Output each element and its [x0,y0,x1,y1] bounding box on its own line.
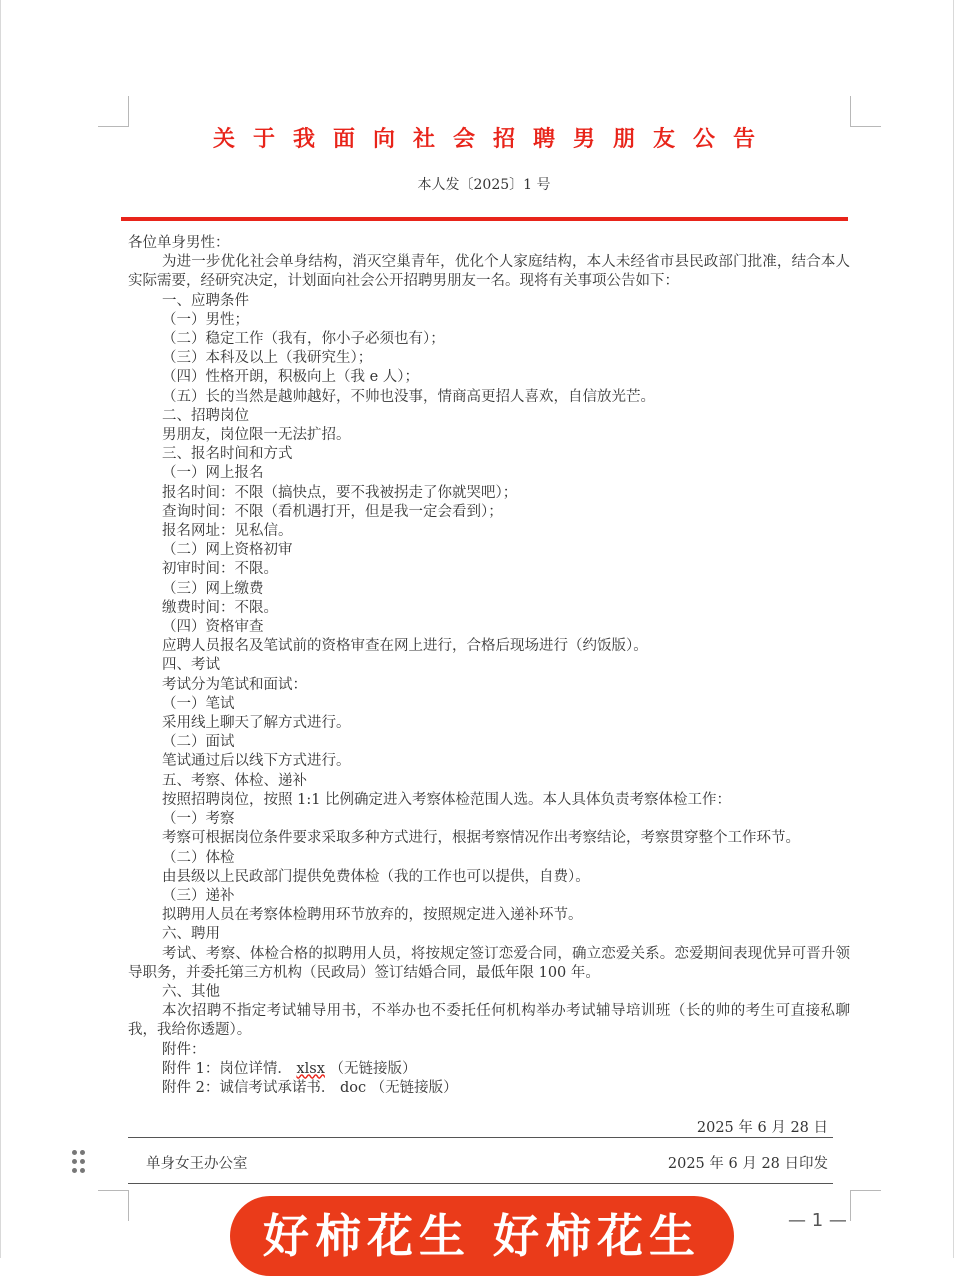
section-heading[interactable]: 四、考试 [162,657,220,674]
body-paragraph[interactable]: 考试、考察、体检合格的拟聘用人员，将按规定签订恋爱合同，确立恋爱关系。恋爱期间表现优异可晋升领导职务，并委托第三方机构（民政局）签订结婚合同，最低年限 100 年。 [128,945,850,981]
body-line[interactable]: （五）长的当然是越帅越好，不帅也没事，情商高更招人喜欢，自信放光芒。 [162,388,655,405]
body-line[interactable]: （二）体检 [162,849,235,866]
attachment-note: （无链接版） [329,1060,417,1077]
section-heading[interactable]: 六、其他 [162,983,220,1000]
body-line[interactable]: （三）网上缴费 [162,580,264,597]
body-line[interactable]: （一）笔试 [162,695,235,712]
body-line[interactable]: （一）网上报名 [162,465,264,482]
body-line[interactable]: 查询时间：不限（看机遇打开，但是我一定会看到）； [162,503,503,520]
body-line[interactable]: （二）稳定工作（我有，你小子必须也有）； [162,331,445,348]
issuing-office[interactable]: 单身女王办公室 [146,1156,248,1172]
section-heading[interactable]: 一、应聘条件 [162,292,249,309]
document-title[interactable]: 关于我面向社会招聘男朋友公告 [212,126,773,152]
body-line[interactable]: （二）面试 [162,734,235,751]
body-line[interactable]: 男朋友，岗位限一无法扩招。 [162,427,351,444]
body-line[interactable]: 初审时间：不限。 [162,561,278,578]
banner-text: 好柿花生 好柿花生 [262,1209,701,1263]
body-line[interactable]: （四）性格开朗，积极向上（我 e 人）； [162,369,420,386]
attachment-line[interactable] [128,1060,850,1079]
body-line[interactable]: （一）男性； [162,311,249,328]
body-line[interactable]: 考试分为笔试和面试： [162,676,307,693]
body-line[interactable]: （三）递补 [162,887,235,904]
attachment-file-ext[interactable]: xlsx [296,1060,325,1077]
attachment-label: 附件 1：岗位详情． [162,1060,292,1077]
watermark-banner [230,1196,734,1276]
section-heading[interactable]: 三、报名时间和方式 [162,446,293,463]
signature-date[interactable]: 2025 年 6 月 28 日 [696,1120,828,1136]
attachment-line[interactable]: 附件 2：诚信考试承诺书． doc （无链接版） [162,1079,458,1096]
body-line[interactable]: 应聘人员报名及笔试前的资格审查在网上进行，合格后现场进行（约饭版）。 [162,638,648,655]
document-body[interactable] [128,234,850,1098]
body-line[interactable]: 笔试通过后以线下方式进行。 [162,753,351,770]
document-number[interactable]: 本人发〔2025〕1 号 [417,177,551,193]
section-heading[interactable]: 六、聘用 [162,926,220,943]
body-line[interactable]: 拟聘用人员在考察体检聘用环节放弃的，按照规定进入递补环节。 [162,907,583,924]
body-line[interactable]: （四）资格审查 [162,619,264,636]
margin-corner-mark [850,1190,881,1221]
body-line[interactable]: （二）网上资格初审 [162,542,293,559]
body-line[interactable]: 报名时间：不限（搞快点，要不我被拐走了你就哭吧）； [162,484,518,501]
body-paragraph[interactable]: 为进一步优化社会单身结构，消灭空巢青年，优化个人家庭结构，本人未经省市县民政部门批准，结合本人实际需要，经研究决定，计划面向社会公开招聘男朋友一名。现将有关事项公告如下： [128,254,850,290]
margin-corner-mark [850,96,881,127]
page-number: — 1 — [788,1210,847,1231]
body-line[interactable]: 由县级以上民政部门提供免费体检（我的工作也可以提供，自费）。 [162,868,590,885]
body-line[interactable]: （一）考察 [162,811,235,828]
drag-handle-icon[interactable] [72,1150,86,1174]
red-header-rule [121,217,848,221]
body-line[interactable]: 按照招聘岗位，按照 1:1 比例确定进入考察体检范围人选。本人具体负责考察体检工作： [162,791,732,808]
body-paragraph[interactable]: 本次招聘不指定考试辅导用书，不举办也不委托任何机构举办考试辅导培训班（长的帅的考生可直接私聊我，我给你透题）。 [128,1003,850,1039]
body-line[interactable]: 附件： [162,1041,206,1058]
section-heading[interactable]: 五、考察、体检、递补 [162,772,307,789]
body-line[interactable]: 采用线上聊天了解方式进行。 [162,715,351,732]
section-heading[interactable]: 二、招聘岗位 [162,407,249,424]
body-line[interactable]: （三）本科及以上（我研究生）； [162,350,373,367]
body-line[interactable]: 报名网址：见私信。 [162,523,293,540]
footer-rule [128,1137,833,1138]
footer-rule [128,1183,833,1184]
margin-corner-mark [98,1190,129,1221]
body-line[interactable]: 各位单身男性： [128,235,230,251]
body-paragraph[interactable]: 考察可根据岗位条件要求采取多种方式进行，根据考察情况作出考察结论，考察贯穿整个工作环节。 [162,830,800,847]
body-line[interactable]: 缴费时间：不限。 [162,599,278,616]
issue-date[interactable]: 2025 年 6 月 28 日印发 [667,1156,828,1172]
